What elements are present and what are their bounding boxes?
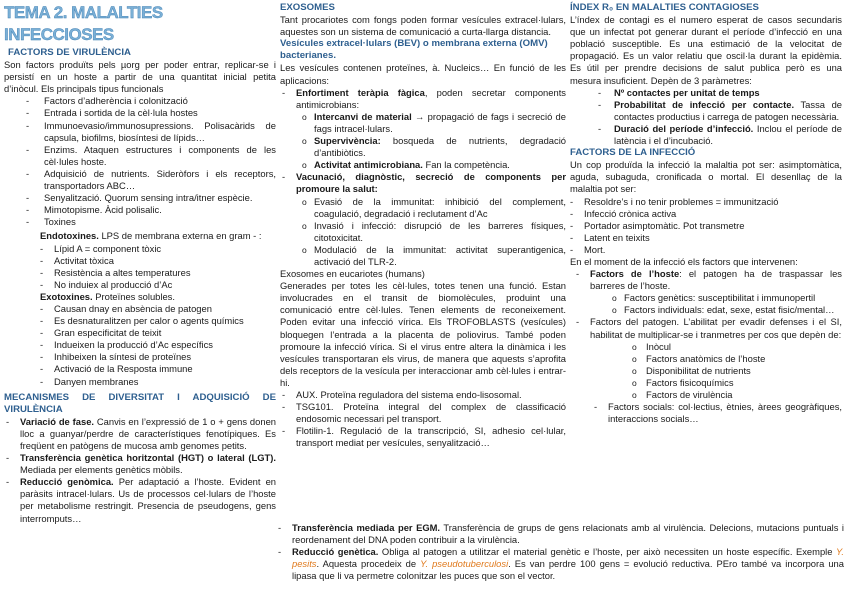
- list-item: - Mort.: [570, 244, 842, 256]
- proteins-list: [280, 389, 566, 449]
- list-item: - Transferència mediada per EGM. Transferència de grups de gens relacionats amb al virulència. Delecions, mutacions puntuals i reordenament del DNA poden contribuir a la virulència.: [276, 522, 844, 546]
- list-item: - AUX. Proteïna reguladora del sistema endo-lisosomal.: [280, 389, 566, 401]
- list-item: - Latent en teixits: [570, 232, 842, 244]
- list-item: - Factors d’adherència i colonització: [4, 95, 276, 107]
- list-item: - Duració del període d’infecció. Inclou el període de latència i el d’incubació.: [570, 123, 842, 147]
- list-item: - Flotilin-1. Regulació de la transcripció, SI, adhesio cel·lular, transport mediat per vesícules, senyalització…: [280, 425, 566, 449]
- list-item: - Lípid A = component tòxic: [4, 243, 276, 255]
- moment-intro: En el moment de la infecció els factors que intervenen:: [570, 255, 798, 267]
- list-item: - TSG101. Proteïna integral del complex de classificació endosomic necessari pel transport.: [280, 401, 566, 425]
- index-intro: L’índex de contagi es el numero esperat de casos secundaris que un infectat pot generar durant el període d’infecció en una població susceptible. Es una estimació de la velocitat de propagació. Es un valor relatiu que oscil·la durant la epidèmia. Es útil per prendre decisions de salut publica però es una mesura insuficient. Depèn de 3 paràmetres:: [570, 14, 842, 86]
- list-item: o Factors de virulència: [574, 389, 842, 401]
- list-item: - Mimotopisme. Àcid polisalic.: [4, 204, 276, 216]
- column-right: [570, 0, 842, 425]
- list-item: - Enzims. Ataquen estructures i components de les cèl·lules hoste.: [4, 144, 276, 168]
- list-item: - Danyen membranes: [4, 376, 276, 388]
- sublist: [280, 111, 566, 171]
- list-item: o Disponibilitat de nutrients: [574, 365, 842, 377]
- mecanismes-heading: MECANISMES DE DIVERSITAT I ADQUISICIÓ DE VIRULÈNCIA: [4, 391, 276, 415]
- list-item: - Entrada i sortida de la cèl·lula hostes: [4, 107, 276, 119]
- sublist: [280, 196, 566, 269]
- moment-list: [574, 268, 842, 401]
- list-item: - Factors socials: col·lectius, ètnies, àrees geogràfiques, interaccions socials…: [558, 401, 842, 425]
- column-middle: [280, 0, 566, 449]
- exotoxines-line: Exotoxines. Proteïnes solubles.: [40, 290, 175, 302]
- list-item: - Vacunació, diagnòstic, secreció de components per promoure la salut: o Evasió de la immunitat: inhibició del complement, coagulació, degradació i reclutament d’Ac o Invasió i infecció: disrupció de les barreres físiques, citotoxicitat. o Modulació de la immunitat: activitat superantigenica, activació del TLR-2.: [280, 171, 566, 268]
- list-item: o Invasió i infecció: disrupció de les barreres físiques, citotoxicitat.: [280, 220, 566, 244]
- list-item: o Activitat antimicrobiana. Fan la competència.: [280, 159, 566, 171]
- column-left: [4, 0, 276, 525]
- infeccio-intro: Un cop produïda la infecció la malaltia pot ser: asimptomàtica, aguda, subaguda, cronificada o mortal. El desenllaç de la malaltia pot ser:: [570, 159, 842, 195]
- endotoxines-line: Endotoxines. LPS de membrana externa en gram - :: [40, 230, 262, 242]
- list-item: o Factors fisicoquímics: [574, 377, 842, 389]
- endotoxines-list: [4, 243, 276, 291]
- mecanismes-list: [4, 416, 276, 525]
- exosomes-intro: Tant procariotes com fongs poden formar vesícules extracel·lulars, aquestes son un sistema de comunicació a curta-llarga distancia.: [280, 14, 566, 38]
- factors-list: [4, 95, 276, 228]
- list-item: - Es desnaturalitzen per calor o agents químics: [4, 315, 276, 327]
- list-item: - Nº contactes per unitat de temps: [570, 87, 842, 99]
- factors-virulencia-heading: FACTORS DE VIRULÈNCIA: [8, 47, 131, 58]
- params-list: [570, 87, 842, 147]
- page-title: TEMA 2. MALALTIES INFECCIOSES: [4, 3, 163, 44]
- list-item: - Activitat tòxica: [4, 255, 276, 267]
- bev-intro: Les vesícules contenen proteïnes, à. Nucleics… En funció de les aplicacions:: [280, 62, 566, 86]
- list-item: - Gran especificitat de teixit: [4, 327, 276, 339]
- bottom-section: [276, 522, 844, 582]
- list-item: - Resoldre’s i no tenir problemes = immunització: [570, 196, 842, 208]
- list-item: o Factors genètics: susceptibilitat i immunopertil: [590, 292, 842, 304]
- bev-heading: Vesícules extracel·lulars (BEV) o membrana externa (OMV) bacterianes.: [280, 38, 548, 62]
- list-item: - Toxines: [4, 216, 276, 228]
- list-item: o Factors anatòmics de l’hoste: [574, 353, 842, 365]
- list-item: - Immunoevasio/immunosupressions. Polisacàrids de capsula, biofilms, biosíntesi de lípids…: [4, 120, 276, 144]
- species-name: Y. pesits: [292, 546, 844, 570]
- list-item: - Factors de l’hoste: el patogen ha de traspassar les barreres de l’hoste. o Factors genètics: susceptibilitat i immunopertil o Factors individuals: edat, sexe, estat fisic/mental…: [574, 268, 842, 316]
- list-item: - Variació de fase. Canvis en l’expressió de 1 o + gens donen lloc a guanyar/perdre de característiques fenotípiques. Es freqüent en patògens de mucosa amb genomes petits.: [4, 416, 276, 452]
- list-item: - Portador asimptomàtic. Pot transmetre: [570, 220, 842, 232]
- socials-list: [558, 401, 842, 425]
- list-item: - Factors del patogen. L’abilitat per evadir defenses i el SI, habilitat de multiplicar-se i tranmetres per cos que depèn de: o Inòcul o Factors anatòmics de l’hoste o Disponibilitat de nutrients o Factors fisicoquímics o Factors de virulència: [574, 316, 842, 401]
- list-item: o Modulació de la immunitat: activitat superantigenica, activació del TLR-2.: [280, 244, 566, 268]
- infeccio-heading: FACTORS DE LA INFECCIÓ: [570, 147, 696, 159]
- list-item: - Causan dnay en absència de patogen: [4, 303, 276, 315]
- list-item: - Reducció genètica. Obliga al patogen a utilitzar el material genètic e l’hoste, per això necessiten un hoste específic. Exemple Y. pesits. Aquesta procedeix de Y. pseudotuberculosi. Es van perdre 100 gens = evolució reductiva. PEro també va incorpora una lipasa que li va permetre colonitzar les puces que son el vector.: [276, 546, 844, 582]
- list-item: - No induiex al producció d’Ac: [4, 279, 276, 291]
- list-item: - Probabilitat de infecció per contacte. Tassa de contactes productius i carrega de patogen necessària.: [570, 99, 842, 123]
- applications-list: [280, 87, 566, 268]
- list-item: o Factors individuals: edat, sexe, estat fisic/mental…: [590, 304, 842, 316]
- list-item: - Activació de la Resposta immune: [4, 363, 276, 375]
- list-item: o Inòcul: [574, 341, 842, 353]
- list-item: - Adquisició de nutrients. Sideròfors i els receptors, transportadors ABC…: [4, 168, 276, 192]
- list-item: - Senyalització. Quorum sensing intra/itner espècie.: [4, 192, 276, 204]
- sublist: [574, 341, 842, 401]
- exosomes-heading: EXOSOMES: [280, 2, 335, 13]
- factors-intro: Son factors produïts pels µorg per poder entrar, replicar-se i persistí en un hoste a partir de una quantitat inicial petita d’inòcul. Els principals tipus funcionals: [4, 59, 276, 95]
- index-heading: ÍNDEX R₀ EN MALALTIES CONTAGIOSES: [570, 2, 759, 13]
- list-item: o Evasió de la immunitat: inhibició del complement, coagulació, degradació i reclutament d’Ac: [280, 196, 566, 220]
- list-item: - Transferència genètica horitzontal (HGT) o lateral (LGT). Mediada per elements genètics mòbils.: [4, 452, 276, 476]
- exotoxines-list: [4, 303, 276, 388]
- list-item: - Inhibeixen la síntesi de proteïnes: [4, 351, 276, 363]
- species-name: Y. pseudotuberculosi: [420, 558, 509, 570]
- list-item: - Enfortiment teràpia fàgica, poden secretar components antimicrobians: o Intercanvi de material → propagació de fags i secreció de fags intracel·lulars. o Supervivència: bosqueda de nutrients, degradació d’antibiòtics. o Activitat antimicrobiana. Fan la competència.: [280, 87, 566, 172]
- list-item: - Infecció crònica activa: [570, 208, 842, 220]
- list-item: - Reducció genòmica. Per adaptació a l’hoste. Evident en paràsits intracel·lulars. Us de processos cel·lulars de l’hoste per metabolisme restringit. Presencia de pseudogens, gens interromputs…: [4, 476, 276, 524]
- list-item: - Resistència a altes temperatures: [4, 267, 276, 279]
- sublist: [590, 292, 842, 316]
- list-item: - Indueixen la producció d’Ac específics: [4, 339, 276, 351]
- bottom-list: [276, 522, 844, 582]
- list-item: o Intercanvi de material → propagació de fags i secreció de fags intracel·lulars.: [280, 111, 566, 135]
- eucariotes-heading: Exosomes en eucariotes (humans): [280, 268, 425, 280]
- list-item: o Supervivència: bosqueda de nutrients, degradació d’antibiòtics.: [280, 135, 566, 159]
- desenllac-list: [570, 196, 842, 256]
- eucariotes-text: Generades per totes les cèl·lules, totes tenen una funció. Estan involucrades en el transit de biomolècules, produint una comunicació entre cèl·lules. Tenen elements de reconeixement. Poden evitar una infecció vírica. Els TROFOBLASTS (vesícules) bloquegen l’entrada a la placenta de poliovirus. També poden promoure la infecció vírica. Si el virus entre altera la dinàmica i les vesícules transportaran els virus, de manera que aquests s’aprofita dels receptors de la vesícula per interaccionar amb cèl·lules i entrar-hi.: [280, 280, 566, 388]
